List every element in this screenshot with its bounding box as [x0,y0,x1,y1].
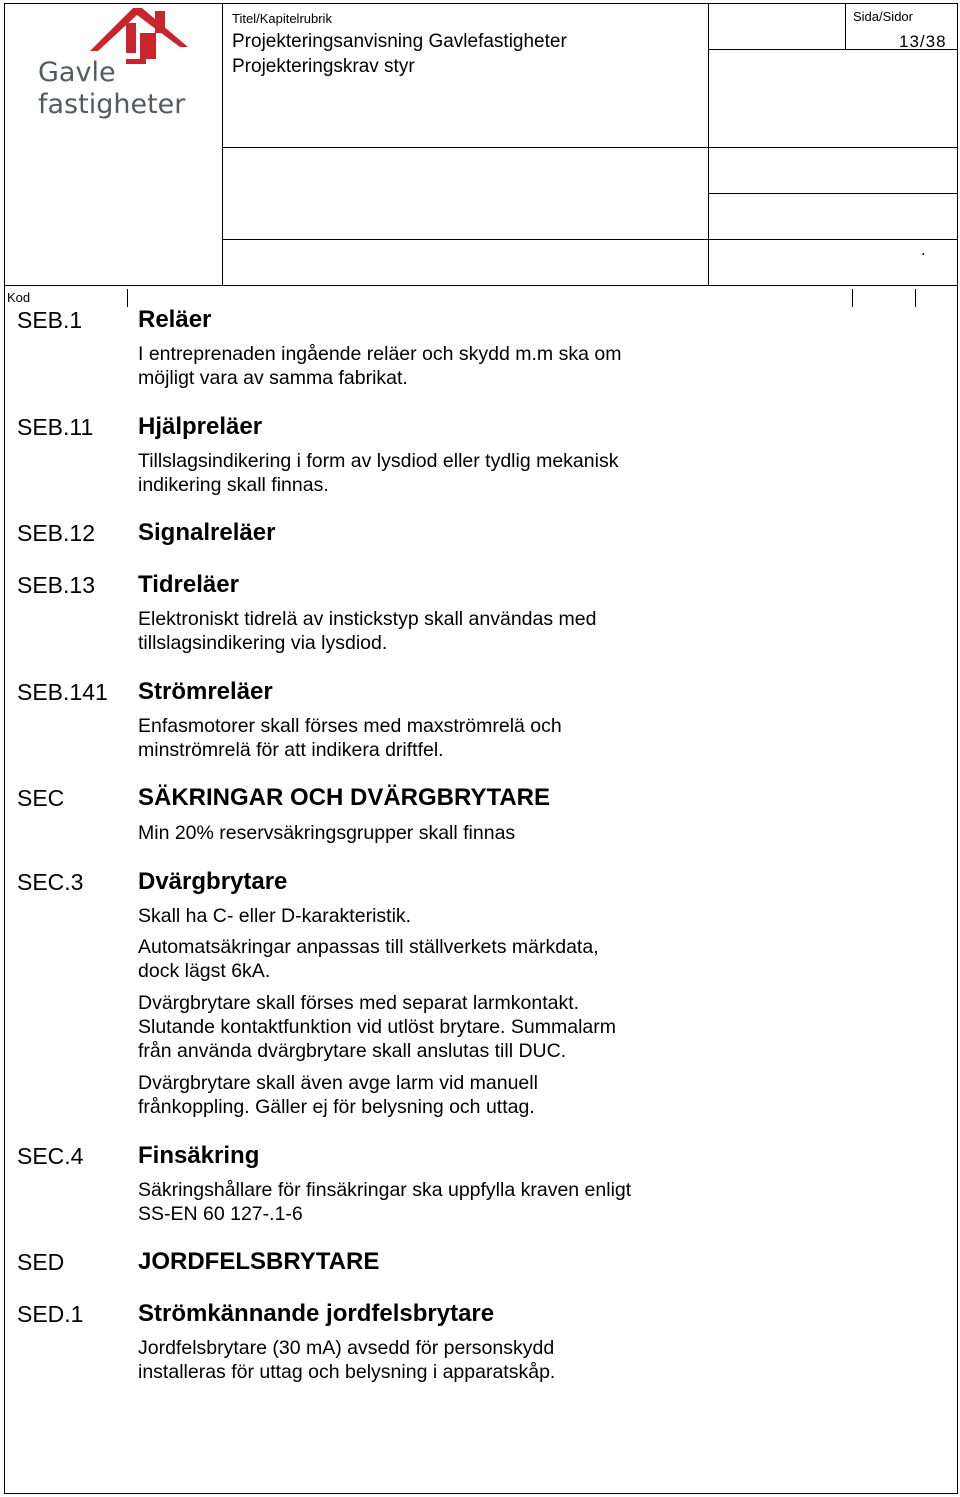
section-heading: Hjälpreläer [138,413,263,440]
section-body-line: Skall ha C- eller D-karakteristik. [138,905,412,927]
document-title: Projekteringsanvisning Gavlefastigheter [232,31,567,52]
document-subtitle: Projekteringskrav styr [232,56,415,77]
section-body-line: från använda dvärgbrytare skall anslutas till DUC. [138,1040,567,1062]
section-heading: Finsäkring [138,1142,260,1169]
rubric-label: Titel/Kapitelrubrik [232,11,332,26]
section-heading: Tidreläer [138,571,239,598]
section-code: SEC.3 [17,869,84,895]
section-code: SED.1 [17,1301,84,1327]
section-body-line: Dvärgbrytare skall förses med separat larmkontakt. [138,992,580,1014]
section-body-line: Säkringshållare för finsäkringar ska uppfylla kraven enligt [138,1179,632,1201]
section-body-line: Tillslagsindikering i form av lysdiod eller tydlig mekanisk [138,450,619,472]
section-code: SEB.13 [17,572,95,598]
section-body-line: indikering skall finnas. [138,474,329,496]
section-body-line: Dvärgbrytare skall även avge larm vid manuell [138,1072,538,1094]
section-code: SEC [17,785,65,811]
section-code: SEB.1 [17,307,83,333]
section-body-line: möjligt vara av samma fabrikat. [138,367,408,389]
section-body-line: Slutande kontaktfunktion vid utlöst brytare. Summalarm [138,1016,616,1038]
section-code: SEB.141 [17,679,108,705]
page-label: Sida/Sidor [853,9,913,24]
section-code: SED [17,1249,65,1275]
section-heading: Reläer [138,306,212,333]
section-body-line: frånkoppling. Gäller ej för belysning och uttag. [138,1096,535,1118]
section-code: SEB.11 [17,414,94,440]
page-number: 13/38 [899,32,947,51]
header-dot: . [921,240,926,259]
logo-text-line2: fastigheter [38,89,186,120]
section-body-line: minströmrelä för att indikera driftfel. [138,739,444,761]
section-heading: Strömkännande jordfelsbrytare [138,1300,495,1327]
logo-text-line1: Gavle [38,57,116,88]
company-logo [30,3,210,133]
kod-label: Kod [7,290,31,305]
section-body-line: Jordfelsbrytare (30 mA) avsedd för personskydd [138,1337,555,1359]
section-heading: JORDFELSBRYTARE [138,1248,380,1275]
section-heading: Dvärgbrytare [138,868,288,895]
section-body-line: Automatsäkringar anpassas till ställverkets märkdata, [138,936,599,958]
section-body-line: I entreprenaden ingående reläer och skydd m.m ska om [138,343,622,365]
section-body-line: Enfasmotorer skall förses med maxströmrelä och [138,715,562,737]
section-heading: SÄKRINGAR OCH DVÄRGBRYTARE [138,784,551,811]
section-heading: Strömreläer [138,678,273,705]
section-heading: Signalreläer [138,519,276,546]
section-body-line: SS-EN 60 127-.1-6 [138,1203,303,1225]
section-body-line: Min 20% reservsäkringsgrupper skall finnas [138,822,516,844]
section-body-line: installeras för uttag och belysning i apparatskåp. [138,1361,556,1383]
section-code: SEC.4 [17,1143,84,1169]
section-code: SEB.12 [17,520,95,546]
section-body-line: Elektroniskt tidrelä av instickstyp skall användas med [138,608,597,630]
section-body-line: tillslagsindikering via lysdiod. [138,632,388,654]
section-body-line: dock lägst 6kA. [138,960,271,982]
